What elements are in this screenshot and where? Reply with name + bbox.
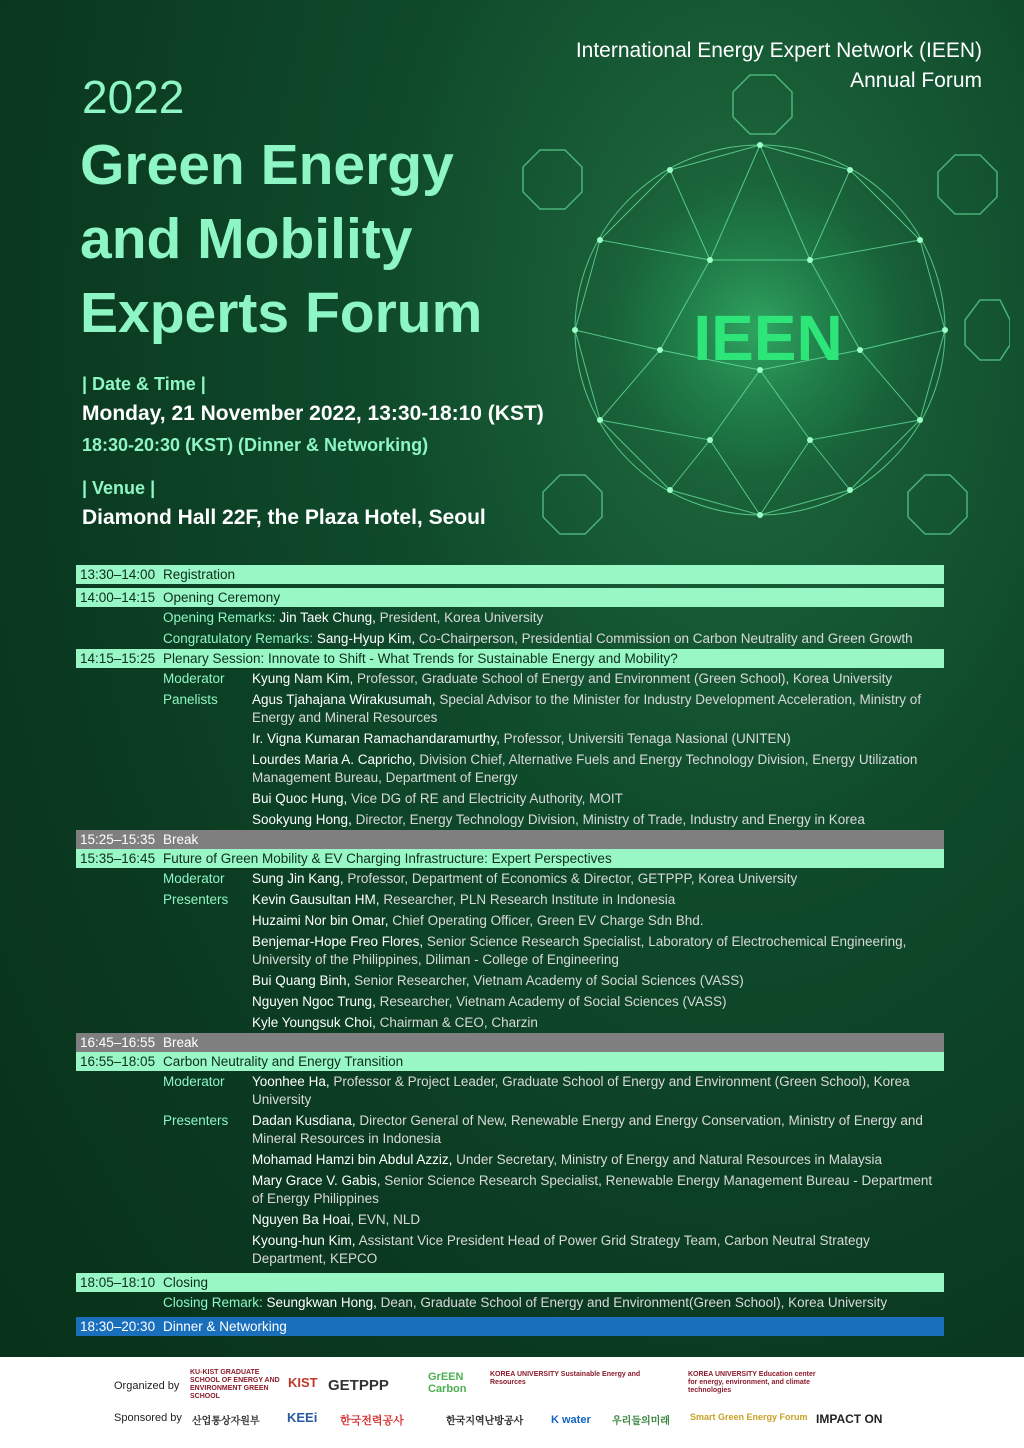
logo-impact-on: IMPACT ON: [816, 1412, 883, 1426]
list-item: Bui Quoc Hung, Vice DG of RE and Electricity Authority, MOIT: [252, 790, 623, 806]
forum-title: [80, 128, 482, 350]
forum-year: 2022: [82, 71, 185, 123]
schedule-bar-break-2: 16:45–16:55 Break: [76, 1033, 944, 1052]
recycle-icon: [938, 155, 997, 214]
network-globe-illustration: [510, 60, 1010, 560]
schedule-bar-carbon: 16:55–18:05 Carbon Neutrality and Energy Transition: [76, 1052, 944, 1071]
list-item: Panelists Agus Tjahajana Wirakusumah, Special Advisor to the Minister for Industry Development Acceleration, Ministry of Energy and Mineral Resources: [163, 691, 922, 725]
network-line1: International Energy Expert Network (IEEN): [575, 39, 982, 62]
venue-value: Diamond Hall 22F, the Plaza Hotel, Seoul: [82, 506, 486, 529]
logo-k-water: K water: [551, 1414, 591, 1426]
list-item: Opening Remarks: Jin Taek Chung, President, Korea University: [163, 609, 544, 625]
dinner-time-value: 18:30-20:30 (KST) (Dinner & Networking): [82, 435, 429, 455]
logo-coalition-future: 우리들의미래: [612, 1416, 670, 1427]
sponsor-footer: [0, 1357, 1024, 1448]
logo-ku-education-center: KOREA UNIVERSITY Education center for energy, environment, and climate technologies: [688, 1371, 816, 1394]
list-item: Sookyung Hong, Director, Energy Technology Division, Ministry of Trade, Industry and Energy in Korea: [252, 811, 865, 827]
home-icon: [908, 475, 967, 534]
schedule-bar-closing: 18:05–18:10 Closing: [76, 1273, 944, 1292]
title-line3: Experts Forum: [80, 281, 483, 345]
logo-kepco: 한국전력공사: [340, 1415, 404, 1427]
list-item: Closing Remark: Seungkwan Hong, Dean, Graduate School of Energy and Environment(Green School), Korea University: [163, 1294, 888, 1310]
list-item: Ir. Vigna Kumaran Ramachandaramurthy, Professor, Universiti Tenaga Nasional (UNITEN): [252, 730, 791, 746]
lightbulb-icon: [523, 150, 582, 209]
venue-label: | Venue |: [82, 478, 156, 498]
list-item: Benjemar-Hope Freo Flores, Senior Science Research Specialist, Laboratory of Electrochemical Engineering, University of the Philippines, Diliman - College of Engineering: [252, 933, 907, 967]
logo-ku-kist: KU-KIST GRADUATE SCHOOL OF ENERGY AND ENVIRONMENT GREEN SCHOOL: [190, 1369, 280, 1400]
sun-icon: [543, 475, 602, 534]
logo-getppp: GETPPP: [328, 1377, 389, 1394]
schedule-table: [76, 565, 944, 1336]
date-time-value: Monday, 21 November 2022, 13:30-18:10 (KST): [82, 402, 544, 425]
list-item: Mary Grace V. Gabis, Senior Science Research Specialist, Renewable Energy Management Bureau - Department of Energy Philippines: [252, 1172, 933, 1206]
list-item: Lourdes Maria A. Capricho, Division Chief, Alternative Fuels and Energy Technology Division, Energy Utilization Management Bureau, Department of Energy: [252, 751, 918, 785]
organized-by-label: Organized by: [114, 1380, 180, 1392]
network-line2: Annual Forum: [850, 69, 982, 92]
water-drop-icon: [965, 300, 1010, 360]
list-item: Mohamad Hamzi bin Abdul Azziz, Under Secretary, Ministry of Energy and Natural Resources in Malaysia: [252, 1151, 883, 1167]
list-item: Moderator Sung Jin Kang, Professor, Department of Economics & Director, GETPPP, Korea University: [163, 870, 798, 886]
list-item: Kyle Youngsuk Choi, Chairman & CEO, Charzin: [252, 1014, 538, 1030]
sponsored-by-label: Sponsored by: [114, 1412, 182, 1424]
list-item: Huzaimi Nor bin Omar, Chief Operating Officer, Green EV Charge Sdn Bhd.: [252, 912, 704, 928]
schedule-bar-break-1: 15:25–15:35 Break: [76, 830, 944, 849]
list-item: Presenters Dadan Kusdiana, Director General of New, Renewable Energy and Energy Conservation, Ministry of Energy and Mineral Resources in Indonesia: [163, 1112, 923, 1146]
list-item: Kyoung-hun Kim, Assistant Vice President Head of Power Grid Strategy Team, Carbon Neutral Strategy Department, KEPCO: [252, 1232, 870, 1266]
logo-keei: KEEi: [287, 1410, 318, 1425]
logo-green-carbon: GrEEN Carbon: [428, 1371, 467, 1395]
list-item: Nguyen Ngoc Trung, Researcher, Vietnam Academy of Social Sciences (VASS): [252, 993, 727, 1009]
title-line2: and Mobility: [80, 207, 413, 271]
schedule-bar-plenary: 14:15–15:25 Plenary Session: Innovate to Shift - What Trends for Sustainable Energy and Mobility?: [76, 649, 944, 668]
title-line1: Green Energy: [80, 133, 454, 197]
list-item: Moderator Yoonhee Ha, Professor & Project Leader, Graduate School of Energy and Environment (Green School), Korea University: [163, 1073, 910, 1107]
logo-ku-sustainable-energy: KOREA UNIVERSITY Sustainable Energy and Resources: [490, 1371, 641, 1386]
list-item: Congratulatory Remarks: Sang-Hyup Kim, Co-Chairperson, Presidential Commission on Carbon Neutrality and Green Growth: [163, 630, 913, 646]
wind-turbine-icon: [733, 75, 792, 134]
schedule-bar-registration: 13:30–14:00 Registration: [76, 565, 944, 584]
logo-kist: KIST: [288, 1375, 318, 1390]
logo-kdhc: 한국지역난방공사: [446, 1416, 524, 1427]
date-time-label: | Date & Time |: [82, 374, 206, 394]
list-item: Nguyen Ba Hoai, EVN, NLD: [252, 1211, 421, 1227]
globe-ieen-label: IEEN: [693, 302, 843, 374]
schedule-bar-opening: 14:00–14:15 Opening Ceremony: [76, 588, 944, 607]
schedule-bar-dinner: 18:30–20:30 Dinner & Networking: [76, 1317, 944, 1336]
schedule-bar-mobility: 15:35–16:45 Future of Green Mobility & EV Charging Infrastructure: Expert Perspectives: [76, 849, 944, 868]
list-item: Moderator Kyung Nam Kim, Professor, Graduate School of Energy and Environment (Green School), Korea University: [163, 670, 893, 686]
logo-ministry-trade: 산업통상자원부: [192, 1416, 260, 1427]
logo-smart-green-energy-forum: Smart Green Energy Forum: [690, 1412, 808, 1422]
list-item: Presenters Kevin Gausultan HM, Researcher, PLN Research Institute in Indonesia: [163, 891, 676, 907]
list-item: Bui Quang Binh, Senior Researcher, Vietnam Academy of Social Sciences (VASS): [252, 972, 744, 988]
